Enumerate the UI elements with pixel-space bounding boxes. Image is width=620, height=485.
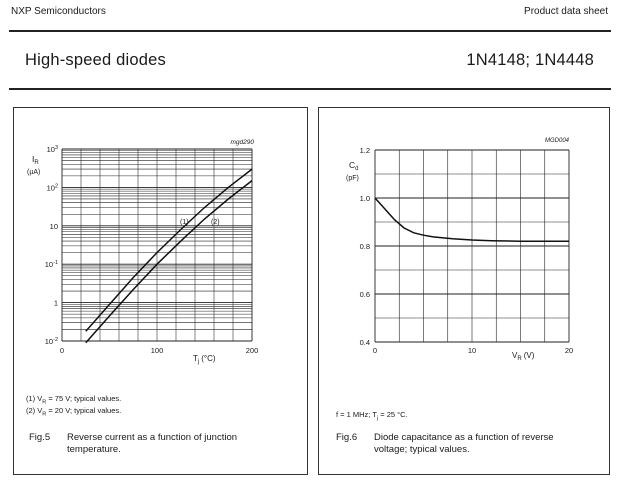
x-tick-label: 0 [372,346,378,355]
series-line-2 [86,181,252,343]
header-rule [9,30,611,32]
figure-code: MGD004 [544,138,569,144]
y-tick-label: 0.6 [359,290,370,299]
x-axis-label: $T_j$ (°C) [193,354,216,365]
figure-code: mgd290 [230,139,254,146]
test-conditions: f = 1 MHz; $T_j = 25$ °C. [336,410,408,422]
chart-series [86,169,252,343]
y-axis-label: $I_R$ [32,154,39,166]
caption-text: Reverse current as a function of junction temperature. [67,432,238,455]
y-tick-label: $10^{-2}$ [44,337,58,346]
figure-5-panel [13,107,308,475]
y-tick-label: 1.2 [359,146,370,155]
chart-grid [375,150,569,342]
note-1: (1) $V_R = 75$ V; typical values. [26,394,122,406]
figure-6-panel [318,107,610,475]
y-axis-unit: (µA) [27,169,41,176]
caption-text: Diode capacitance as a function of reverse voltage; typical values. [374,432,554,455]
title-rule [9,88,611,90]
x-tick-label: 10 [467,346,477,355]
product-title: High-speed diodes [25,51,166,69]
part-numbers: 1N4148; 1N4448 [466,51,594,69]
reverse-current-chart [14,108,307,474]
company-name: NXP Semiconductors [11,6,106,17]
x-tick-label: 20 [564,346,574,355]
figure-number: Fig.5 [29,432,51,443]
x-tick-label: 200 [245,346,259,355]
x-tick-label: 0 [59,346,65,355]
curve-label-1: (1) [180,219,189,226]
x-axis-label: $V_R$ (V) [512,351,535,362]
figure-number: Fig.6 [336,432,358,443]
curve-label-2: (2) [211,219,220,226]
y-tick-label: 1.0 [359,194,370,203]
y-tick-label: $10^{-1}$ [44,260,58,270]
y-tick-label: $10^3$ [46,145,58,154]
y-tick-label: 0.4 [359,338,370,347]
note-2: (2) $V_R = 20$ V; typical values. [26,406,122,418]
y-axis-unit: (pF) [346,175,359,182]
y-tick-label: $10^2$ [46,183,58,193]
y-axis-label: $C_d$ [349,160,359,172]
y-tick-label: 0.8 [359,242,370,251]
document-type: Product data sheet [524,6,608,17]
y-tick-label: 1 [53,298,58,308]
y-tick-label: 10 [49,221,58,231]
chart-ticks [360,146,574,355]
x-tick-label: 100 [150,346,164,355]
chart-ticks [45,145,258,355]
chart-grid [62,149,252,341]
